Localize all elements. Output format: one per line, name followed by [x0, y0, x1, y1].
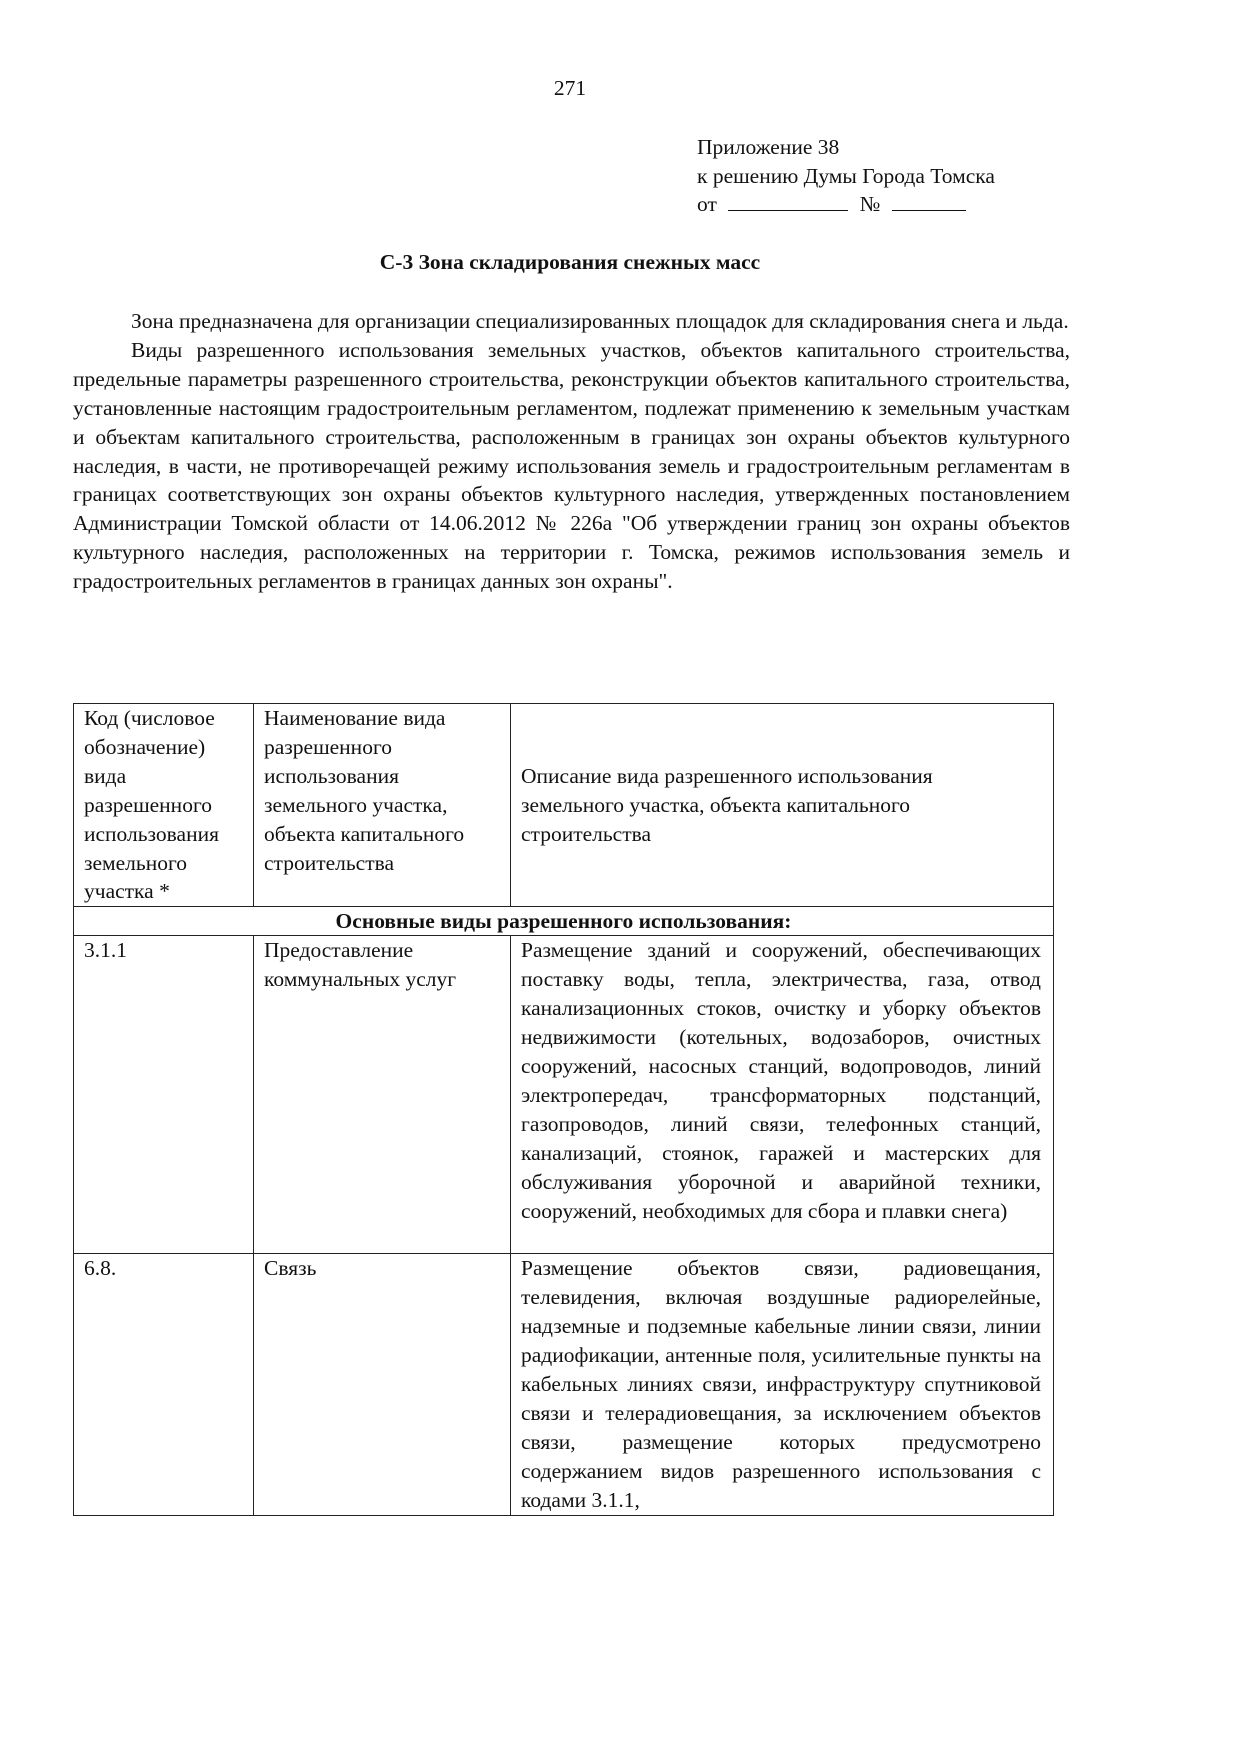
- section-title: Основные виды разрешенного использования:: [74, 907, 1054, 936]
- appendix-date-line: [697, 190, 995, 219]
- appendix-number: Приложение 38: [697, 135, 840, 159]
- land-use-table: [73, 703, 1054, 1516]
- appendix-decision: к решению Думы Города Томска: [697, 163, 995, 188]
- number-sign: №: [859, 192, 881, 216]
- date-blank: [728, 192, 848, 211]
- header-code: Код (числовое обозначение) вида разрешенного использования земельного участка *: [74, 704, 254, 907]
- row-description: [511, 936, 1054, 1254]
- row-description-text: Размещение зданий и сооружений, обеспечивающих поставку воды, тепла, электричества, газа, отвод канализационных стоков, очистку и уборку объектов недвижимости (котельных, водозаборов, очистных сооружений, насосных станций, водопроводов, линий электропередач, трансформаторных подстанций, газопроводов, линий связи, телефонных станций, канализаций, стоянок, гаражей и мастерских для обслуживания уборочной и аварийной техники, сооружений, необходимых для сбора и плавки снега): [521, 938, 1041, 1223]
- paragraph-purpose: Зона предназначена для организации специализированных площадок для складирования снега и льда.: [131, 309, 1069, 333]
- table-row: [74, 1254, 1054, 1515]
- appendix-header: [697, 133, 995, 219]
- header-description: Описание вида разрешенного использования земельного участка, объекта капитального строительства: [511, 704, 1054, 907]
- row-name: Связь: [254, 1254, 511, 1515]
- row-spacer: [521, 1225, 1041, 1253]
- table-row: [74, 936, 1054, 1254]
- zone-title: С-3 Зона складирования снежных масс: [379, 250, 761, 274]
- section-row: [74, 907, 1054, 936]
- row-code: 6.8.: [74, 1254, 254, 1515]
- table-header-row: [74, 704, 1054, 907]
- date-prefix: от: [697, 192, 717, 216]
- body-text: [73, 307, 1070, 596]
- row-description: Размещение объектов связи, радиовещания, телевидения, включая воздушные радиорелейные, надземные и подземные кабельные линии связи, линии радиофикации, антенные поля, усилительные пункты на кабельных линиях связи, инфраструктуру спутниковой связи и телерадиовещания, за исключением объектов связи, размещение которых предусмотрено содержанием видов разрешенного использования с кодами 3.1.1,: [511, 1254, 1054, 1515]
- page-number: 271: [553, 76, 587, 100]
- row-code: 3.1.1: [74, 936, 254, 1254]
- header-name: Наименование вида разрешенного использования земельного участка, объекта капитального строительства: [254, 704, 511, 907]
- row-name: Предоставление коммунальных услуг: [254, 936, 511, 1254]
- paragraph-regulations: Виды разрешенного использования земельных участков, объектов капитального строительства, предельные параметры разрешенного строительства, реконструкции объектов капитального строительства, установленные настоящим градостроительным регламентом, подлежат применению к земельным участкам и объектам капитального строительства, расположенным в границах зон охраны объектов культурного наследия, в части, не противоречащей режиму использования земель и градостроительным регламентам в границах соответствующих зон охраны объектов культурного наследия, утвержденных постановлением Администрации Томской области от 14.06.2012 № 226а "Об утверждении границ зон охраны объектов культурного наследия, расположенных на территории г. Томска, режимов использования земель и градостроительных регламентов в границах данных зон охраны".: [73, 337, 1070, 594]
- number-blank: [892, 192, 966, 211]
